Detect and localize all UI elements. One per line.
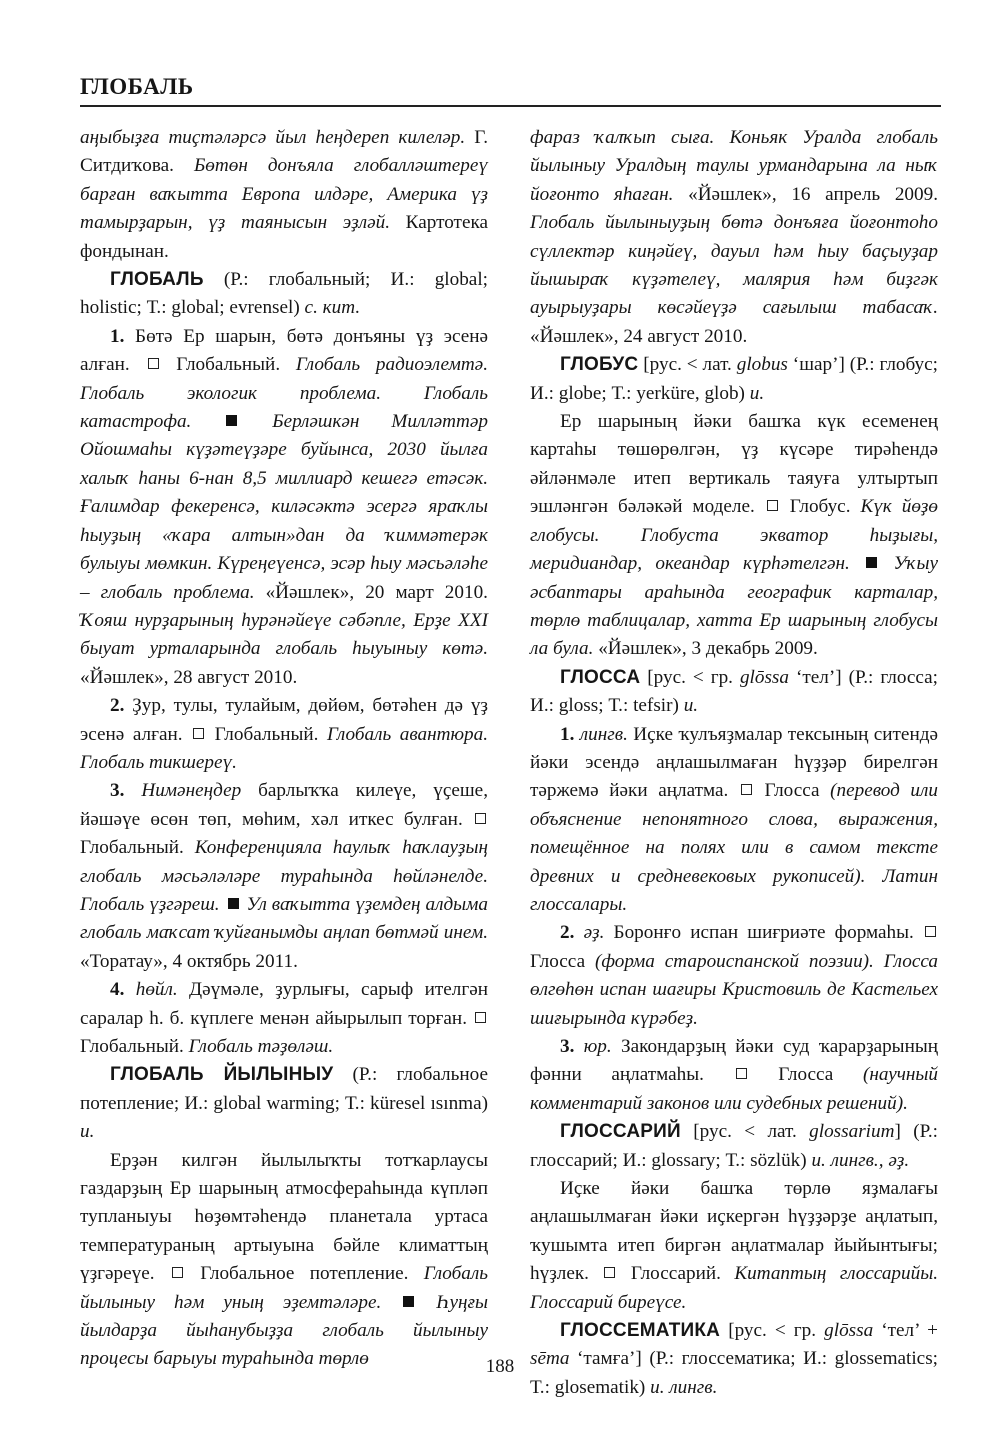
square-icon <box>741 784 752 795</box>
black-square-icon <box>226 415 237 426</box>
square-icon <box>193 728 204 739</box>
sense-3: 3. Нимәнеңдер барлыҡҡа килеүе, үҫеше, йәшәүе өсөн төп, мөһим, хәл иткес булған. Глобальный. Конференцияла һаулыҡ һаҡлауҙың глобаль мәсьәләләре тураһында һөйләнелде. Глобаль үҙгәреш. Ул ваҡытта үҙемдең алдыма глобаль маҡсат ҡуйғанымды аңлап бөтмәй инем. «Торатау», 4 октябрь 2011. <box>80 780 489 972</box>
black-square-icon <box>403 1296 414 1307</box>
square-icon <box>767 500 778 511</box>
entry-glossa: ГЛОССА [рус. < гр. glōssa ‘тел’] (Р.: глосса; И.: gloss; Т.: tefsir) и. <box>530 666 939 717</box>
entry-globus: ГЛОБУС [рус. < лат. globus ‘шар’] (Р.: глобус; И.: globe; Т.: yerküre, glob) и. <box>530 354 938 404</box>
sense-4: 4. һөйл. Дәүмәле, ҙурлығы, сарыф ителгән саралар һ. б. күплеге менән айырылып торған. Глобальный. Глобаль тәҙөләш. <box>80 979 488 1057</box>
black-square-icon <box>228 898 239 909</box>
left-column <box>80 124 488 1374</box>
glossa-sense-2: 2. әҙ. Боронғо испан шиғриәте формаһы. Глосса (форма староиспанской поэзии). Глосса өлгөһөн испан шағиры Кристовиль де Кастельех шиғырында күрәбеҙ. <box>530 922 939 1029</box>
headword: ГЛОБУС <box>560 354 639 376</box>
black-square-icon <box>866 557 877 568</box>
headword: ГЛОССАРИЙ <box>560 1121 681 1143</box>
header-rule <box>80 105 941 107</box>
entry-global-warming-def: Ерҙән килгән йылылыҡты тотҡарлаусы газдарҙың Ер шарының атмосфераһында күпләп тупланыуы һөҙөмтәһендә планетала уртаса температураның артыуына бәйле климаттың үҙгәреүе. Глобальное потепление. Глобаль йылыныу һәм уның эҙемтәләре. Һуңғы йылдарҙа йыһанубыҙҙа глобаль йылыныу процесы барыуы тураһында төрлө <box>80 1149 488 1370</box>
entry-continuation: фараз ҡалҡып сыға. Коньяк Уралда глобаль йылыныу Уралдың таулы урмандарына ла ныҡ йоғонто яһаған. «Йәшлек», 16 апрель 2009. Глобаль йылыныуҙың бөтә донъяға йоғонтоһо сүллектәр киңәйеү, дауыл һәм һыу баҫыуҙар йышыраҡ күҙәтелеү, малярия һәм биҙгәк ауырыуҙары көсәйеүҙә сағылыш табасаҡ. «Йәшлек», 24 август 2010. <box>530 127 938 347</box>
right-column <box>530 124 938 1402</box>
square-icon <box>475 813 486 824</box>
glossa-sense-3: 3. юр. Закондарҙың йәки суд ҡарарҙарының фәнни аңлатмаһы. Глосса (научный комментарий законов или судебных решений). <box>530 1036 938 1114</box>
entry-glossary-def: Иҫке йәки башҡа төрлө яҙмалағы аңлашылмаған йәки иҫкергән һүҙҙәрҙе аңлатып, ҡушымта итеп биргән аңлатмалар йыйынтығы; һүҙлек. Глоссарий. Китаптың глоссарийы. Глоссарий биреүсе. <box>530 1178 938 1313</box>
headword: ГЛОССЕМАТИКА <box>560 1320 721 1342</box>
square-icon <box>148 358 159 369</box>
square-icon <box>172 1267 183 1278</box>
sense-2: 2. Ҙур, тулы, тулайым, дөйөм, бөтәһен дә үҙ эсенә алған. Глобальный. Глобаль авантюра. Глобаль тикшереү. <box>80 695 489 773</box>
headword: ГЛОБАЛЬ ЙЫЛЫНЫУ <box>110 1064 334 1086</box>
entry-glossary: ГЛОССАРИЙ [рус. < лат. glossarium] (Р.: глоссарий; И.: glossary; Т.: sözlük) и. лингв., әҙ. <box>530 1121 938 1171</box>
headword: ГЛОБАЛЬ <box>110 269 204 291</box>
running-head: ГЛОБАЛЬ <box>80 74 194 99</box>
square-icon <box>925 926 936 937</box>
headword: ГЛОССА <box>560 666 641 688</box>
entry-continuation: аңыбыҙға тиҫтәләрсә йыл һеңдереп килеләр. Г. Ситдиҡова. Бөтөн донъяла глобалләштереү барған ваҡытта Европа илдәре, Америка үҙ тамырҙарын, үҙ таяныcын эҙләй. Картотека фондынан. <box>80 127 489 262</box>
square-icon <box>475 1012 486 1023</box>
glossa-sense-1: 1. лингв. Иҫке ҡулъяҙмалар тексының ситендә йәки эсендә аңлашылмаған һүҙҙәр бирелгән тәржемә йәки аңлатма. Глосса (перевод или объяснение непонятного слова, выражения, помещённое на полях или в самом тексте древних и средневековых рукописей). Латин глоссалары. <box>530 723 938 915</box>
page-number: 188 <box>485 1356 515 1377</box>
entry-globus-def: Ер шарының йәки башҡа күк есеменең картаһы төшөрөлгән, үҙ күсәре тирәһендә әйләнмәле итеп вертикаль таяуға ултыртып эшләнгән бәләкәй моделе. Глобус. Күк йөҙө глобусы. Глобуста экватор һыҙығы, меридиандар, океандар күрһәтелгән. Уҡыу әсбаптары араһында географик карталар, төрлө таблицалар, хатта Ер шарының глобусы ла була. «Йәшлек», 3 декабрь 2009. <box>530 411 939 660</box>
entry-global: ГЛОБАЛЬ (Р.: глобальный; И.: global; holistic; Т.: global; evrensel) с. кит. <box>80 269 488 319</box>
entry-global-warming: ГЛОБАЛЬ ЙЫЛЫНЫУ (Р.: глобальное потепление; И.: global warming; Т.: küresel ısınma) и. <box>80 1064 488 1143</box>
sense-1: 1. Бөтә Ер шарын, бөтә донъяны үҙ эсенә алған. Глобальный. Глобаль радиоэлемтә. Глобаль экологик проблема. Глобаль катастрофа. Берләшкән Милләттәр Ойошмаһы күҙәтеүҙәре буйынса, 2030 йылға халыҡ һаны 6-нан 8,5 миллиард кешегә етәсәк. Ғалимдар фекеренсә, киләсәктә эсергә яраҡлы һыуҙың «ҡара алтын»дан да ҡиммәтерәк булыуы мөмкин. Күреңеүенсә, эсәр һыу мәсьәләһе – глобаль проблема. «Йәшлек», 20 март 2010. Ҡояш нурҙарының һурәнәйеүе сәбәпле, Ерҙе XXI быуат урталарында глобаль һыуыныу көтә. «Йәшлек», 28 август 2010. <box>80 325 488 688</box>
square-icon <box>604 1267 615 1278</box>
square-icon <box>736 1068 747 1079</box>
entry-glossematics: ГЛОССЕМАТИКА [рус. < гр. glōssa ‘тел’ + sēma ‘тамға’] (Р.: глоссематика; И.: glossematics; Т.: glosematik) и. лингв. <box>530 1320 938 1398</box>
